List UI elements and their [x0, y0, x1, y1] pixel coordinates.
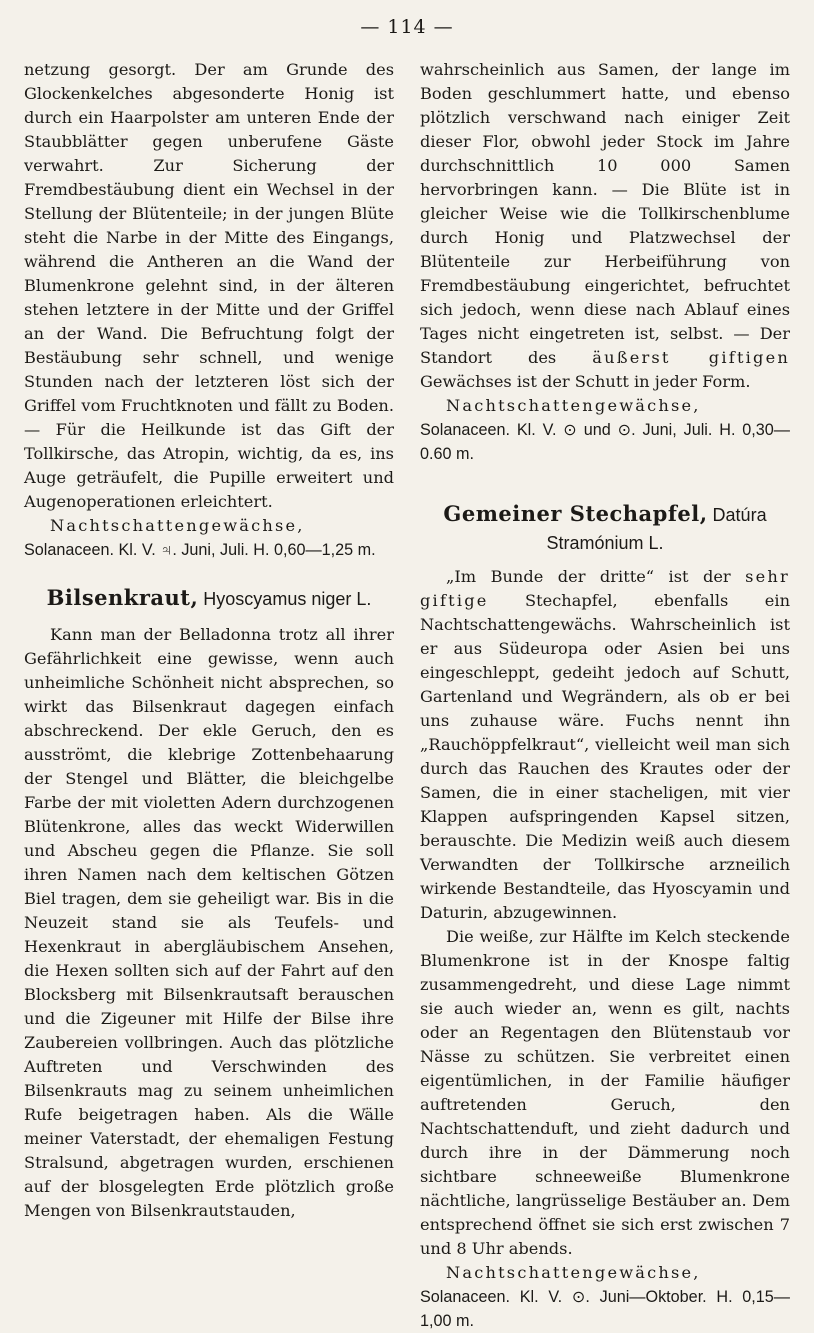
paragraph-belladonna-end: netzung gesorgt. Der am Grunde des Glockenkelches abgesonderte Honig ist durch ein Haarpolster am unteren Ende der Staubblätter gegen unberufene Gäste verwahrt. Zur Sicherung der Fremdbestäubung dient ein Wechsel in der Stellung der Blütenteile; in der jungen Blüte steht die Narbe in der Mitte des Eingangs, während die Antheren an die Wand der Blumenkrone gelehnt sind, in der älteren stehen letztere in der Mitte und der Griffel an der Wand. Die Befruchtung folgt der Bestäubung sehr schnell, und wenige Stunden nach der letzteren löst sich der Griffel vom Fruchtknoten und fällt zu Boden. — Für die Heilkunde ist das Gift der Tollkirsche, das Atropin, wichtig, da es, ins Auge geträufelt, die Pupille erweitert und Augenoperationen erleichtert.: [24, 60, 394, 511]
left-column: [24, 58, 394, 1223]
family-name: Nachtschattengewächse,: [446, 1263, 701, 1282]
text-spaced: sehr giftige: [420, 567, 790, 610]
family-details: Solanaceen. Kl. V. ⊙ und ⊙. Juni, Juli. H. 0,30—0.60 m.: [420, 421, 790, 463]
paragraph-bilsenkraut: Kann man der Belladonna trotz all ihrer Gefährlichkeit eine gewisse, wenn auch unheimliche Schönheit nicht absprechen, so wirkt das Bilsenkraut dagegen einfach abschreckend. Der ekle Geruch, den es ausströmt, die klebrige Zottenbehaarung der Stengel und Blätter, die bleichgelbe Farbe der mit violetten Adern durchzogenen Blütenkrone, alles das weckt Widerwillen und Abscheu gegen die Pflanze. Sie soll ihren Namen nach dem keltischen Götzen Biel tragen, dem sie geheiligt war. Bis in die Neuzeit stand sie als Teufels- und Hexenkraut in abergläubischem Ansehen, die Hexen sollten sich auf der Fahrt auf den Blocksberg mit Bilsenkrautsaft berauschen und die Zigeuner mit Hilfe der Bilse ihre Zaubereien vollbringen. Auch das plötzliche Auftreten und Verschwinden des Bilsenkrauts mag zu seinem unheimlichen Rufe beigetragen haben. Als die Wälle meiner Vaterstadt, der ehemaligen Festung Stralsund, abgetragen wurden, erschienen auf der blosgelegten Erde plötzlich große Mengen von Bilsenkrautstauden,: [24, 625, 394, 1220]
paragraph-stechapfel-flower: Die weiße, zur Hälfte im Kelch steckende Blumenkrone ist in der Knospe faltig zusammengedreht, und diese Lage nimmt sie auch wieder an, wenn es gilt, nachts oder an Regentagen den Blütenstaub vor Nässe zu schützen. Sie verbreitet einen eigentümlichen, in der Familie häufiger auftretenden Geruch, den Nachtschattenduft, und zieht dadurch und durch ihre in der Dämmerung noch sichtbare schneeweiße Blumenkrone nächtliche, langrüsselige Bestäuber an. Dem entsprechend öffnet sie sich erst zwischen 7 und 8 Uhr abends.: [420, 927, 790, 1258]
paragraph-bilsenkraut-end: [420, 58, 790, 394]
text-spaced: äußerst giftigen: [592, 348, 790, 367]
text-run: Gewächses ist der Schutt in jeder Form.: [420, 372, 751, 391]
text-run: Stechapfel, ebenfalls ein Nachtschattengewächs. Wahrscheinlich ist er aus Südeuropa oder Asien bei uns eingeschleppt, gedeiht jedoch auf Schutt, Gartenland und Wegrändern, als ob er bei uns zuhause wäre. Fuchs nennt ihn „Rauchöppfelkraut“, vielleicht weil man sich durch das Rauchen des Krautes oder der Samen, die in einer stacheligen, mit vier Klappen aufspringenden Kapsel sitzen, berauschte. Die Medizin weiß auch diesem Verwandten der Tollkirsche arzneilich wirkende Bestandteile, das Hyoscyamin und Daturin, abzugewinnen.: [420, 591, 790, 922]
text-run: „Im Bunde der dritte“ ist der: [446, 567, 746, 586]
family-details: Solanaceen. Kl. V. ⊙. Juni—Oktober. H. 0,15—1,00 m.: [420, 1288, 790, 1330]
heading-stechapfel: [420, 500, 790, 557]
page-number: — 114 —: [360, 16, 454, 38]
heading-bilsenkraut: [24, 584, 394, 613]
heading-german-name: Gemeiner Stechapfel,: [443, 501, 708, 526]
family-name: Nachtschattengewächse,: [50, 516, 305, 535]
heading-latin-name: Hyoscyamus niger L.: [198, 589, 372, 609]
family-line-belladonna: [24, 514, 394, 562]
family-line-stechapfel: [420, 1261, 790, 1333]
family-name: Nachtschattengewächse,: [446, 396, 701, 415]
text-run: wahrscheinlich aus Samen, der lange im Boden geschlummert hatte, und ebenso plötzlich verschwand nach einiger Zeit dieser Flor, obwohl jeder Stock im Jahre durchschnittlich 10 000 Samen hervorbringen kann. — Die Blüte ist in gleicher Weise wie die Tollkirschenblume durch Honig und Platzwechsel der Blütenteile zur Herbeiführung von Fremdbestäubung eingerichtet, befruchtet sich jedoch, wenn diese nach Ablauf eines Tages nicht eingetreten ist, selbst. — Der Standort des: [420, 60, 790, 367]
family-details: Solanaceen. Kl. V. ♃. Juni, Juli. H. 0,60—1,25 m.: [24, 541, 376, 559]
heading-latin-name: Datúra Stramónium L.: [546, 505, 767, 553]
family-line-bilsenkraut: [420, 394, 790, 466]
right-column: [420, 58, 790, 1333]
paragraph-stechapfel: [420, 565, 790, 925]
heading-german-name: Bilsenkraut,: [46, 585, 199, 610]
